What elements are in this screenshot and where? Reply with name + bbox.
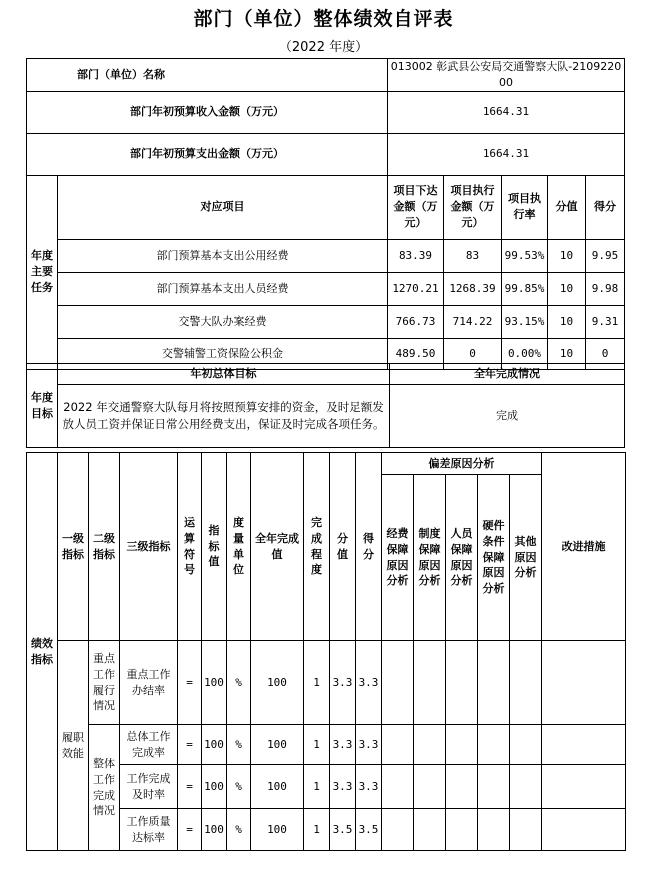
- dept-tasks-table: [26, 58, 625, 370]
- indicator-level3: 工作完成及时率: [120, 765, 178, 809]
- task-issued: 83.39: [388, 239, 444, 272]
- tasks-col-project: 对应项目: [58, 175, 388, 239]
- indicator-actual: 100: [251, 725, 304, 765]
- task-row: [27, 272, 625, 305]
- indicator-got: 3.3: [356, 641, 382, 725]
- task-issued: 1270.21: [388, 272, 444, 305]
- goals-done-text: 完成: [390, 385, 625, 448]
- goals-plan-header: 年初总体目标: [58, 364, 390, 385]
- task-rate: 99.85%: [502, 272, 548, 305]
- col-improve: 改进措施: [542, 453, 626, 641]
- indicator-actual: 100: [251, 641, 304, 725]
- goals-table: [26, 363, 625, 448]
- indicator-improve-cell: [542, 641, 626, 725]
- page-title: 部门（单位）整体绩效自评表: [193, 8, 454, 30]
- indicator-op: =: [178, 765, 202, 809]
- indicator-unit: %: [227, 641, 251, 725]
- indicator-row: [27, 641, 626, 725]
- income-label: 部门年初预算收入金额（万元）: [27, 91, 388, 133]
- indicator-got: 3.3: [356, 725, 382, 765]
- indicator-target: 100: [202, 641, 227, 725]
- indicator-improve-cell: [542, 765, 626, 809]
- col-level1: 一级指标: [58, 453, 89, 641]
- col-level2: 二级指标: [89, 453, 120, 641]
- indicator-score: 3.3: [330, 765, 356, 809]
- task-score: 10: [548, 338, 586, 369]
- col-score: 分值: [330, 453, 356, 641]
- tasks-header-row: [27, 175, 625, 239]
- indicator-improve-cell: [542, 809, 626, 851]
- col-level3: 三级指标: [120, 453, 178, 641]
- tasks-col-score: 分值: [548, 175, 586, 239]
- dept-name-label: 部门（单位）名称: [27, 59, 388, 92]
- indicator-other-cell: [510, 809, 542, 851]
- tasks-col-rate: 项目执行率: [502, 175, 548, 239]
- indicator-score: 3.5: [330, 809, 356, 851]
- task-score: 10: [548, 272, 586, 305]
- tasks-col-got: 得分: [586, 175, 625, 239]
- goals-section-label: 年度目标: [27, 364, 58, 448]
- dept-name-row: [27, 59, 625, 92]
- indicator-level2: 重点工作履行情况: [89, 641, 120, 725]
- indicator-target: 100: [202, 809, 227, 851]
- col-actual: 全年完成值: [251, 453, 304, 641]
- task-name: 交警辅警工资保险公积金: [58, 338, 388, 369]
- indicator-degree: 1: [304, 725, 330, 765]
- indicator-staff-cell: [446, 641, 478, 725]
- task-name: 交警大队办案经费: [58, 305, 388, 338]
- col-operator: 运算符号: [178, 453, 202, 641]
- indicator-system-cell: [414, 809, 446, 851]
- task-executed: 1268.39: [444, 272, 502, 305]
- col-target: 指标值: [202, 453, 227, 641]
- indicator-score: 3.3: [330, 725, 356, 765]
- indicator-staff-cell: [446, 725, 478, 765]
- goals-done-header: 全年完成情况: [390, 364, 625, 385]
- report-year: （2022 年度）: [278, 40, 369, 55]
- goals-header-row: [27, 364, 625, 385]
- task-score: 10: [548, 239, 586, 272]
- task-name: 部门预算基本支出人员经费: [58, 272, 388, 305]
- task-got: 9.98: [586, 272, 625, 305]
- goals-content-row: [27, 385, 625, 448]
- task-score: 10: [548, 305, 586, 338]
- indicator-other-cell: [510, 641, 542, 725]
- task-executed: 0: [444, 338, 502, 369]
- goals-plan-text: 2022 年交通警察大队每月将按照预算安排的资金，及时足额发放人员工资并保证日常公用经费支出，保证及时完成各项任务。: [58, 385, 390, 448]
- indicator-improve-cell: [542, 725, 626, 765]
- indicator-staff-cell: [446, 765, 478, 809]
- indicator-degree: 1: [304, 641, 330, 725]
- task-row: [27, 305, 625, 338]
- indicator-funding-cell: [382, 641, 414, 725]
- col-degree: 完成程度: [304, 453, 330, 641]
- indicator-hardware-cell: [478, 725, 510, 765]
- expense-label: 部门年初预算支出金额（万元）: [27, 133, 388, 175]
- indicator-degree: 1: [304, 765, 330, 809]
- indicator-degree: 1: [304, 809, 330, 851]
- indicator-got: 3.5: [356, 809, 382, 851]
- indicator-hardware-cell: [478, 765, 510, 809]
- task-name: 部门预算基本支出公用经费: [58, 239, 388, 272]
- col-got: 得分: [356, 453, 382, 641]
- indicator-other-cell: [510, 725, 542, 765]
- indicator-op: =: [178, 641, 202, 725]
- indicator-unit: %: [227, 725, 251, 765]
- indicator-level3: 工作质量达标率: [120, 809, 178, 851]
- indicator-system-cell: [414, 765, 446, 809]
- col-hardware: 硬件条件保障原因分析: [478, 475, 510, 641]
- col-unit: 度量单位: [227, 453, 251, 641]
- tasks-col-issued: 项目下达金额（万元）: [388, 175, 444, 239]
- tasks-col-executed: 项目执行金额（万元）: [444, 175, 502, 239]
- indicator-funding-cell: [382, 809, 414, 851]
- task-rate: 93.15%: [502, 305, 548, 338]
- indicator-level1: 履职效能: [58, 641, 89, 851]
- task-issued: 489.50: [388, 338, 444, 369]
- col-staff: 人员保障原因分析: [446, 475, 478, 641]
- indicator-funding-cell: [382, 765, 414, 809]
- indicator-unit: %: [227, 765, 251, 809]
- indicator-level2: 整体工作完成情况: [89, 725, 120, 851]
- indicator-target: 100: [202, 725, 227, 765]
- col-deviation: 偏差原因分析: [382, 453, 542, 475]
- indicator-actual: 100: [251, 809, 304, 851]
- dept-name-value: 013002 彰武县公安局交通警察大队-210922000: [388, 59, 625, 92]
- indicator-op: =: [178, 725, 202, 765]
- indicator-row: [27, 725, 626, 765]
- task-executed: 83: [444, 239, 502, 272]
- task-executed: 714.22: [444, 305, 502, 338]
- indicator-op: =: [178, 809, 202, 851]
- indicator-system-cell: [414, 725, 446, 765]
- indicators-section-label: 绩效指标: [27, 453, 58, 851]
- indicator-actual: 100: [251, 765, 304, 809]
- expense-value: 1664.31: [388, 133, 625, 175]
- income-value: 1664.31: [388, 91, 625, 133]
- col-other: 其他原因分析: [510, 475, 542, 641]
- income-row: [27, 91, 625, 133]
- expense-row: [27, 133, 625, 175]
- task-row: [27, 239, 625, 272]
- indicator-hardware-cell: [478, 641, 510, 725]
- indicator-got: 3.3: [356, 765, 382, 809]
- indicator-staff-cell: [446, 809, 478, 851]
- indicator-funding-cell: [382, 725, 414, 765]
- tasks-section-label: 年度主要任务: [27, 175, 58, 369]
- indicators-header-row-1: [27, 453, 626, 475]
- indicator-hardware-cell: [478, 809, 510, 851]
- task-got: 0: [586, 338, 625, 369]
- task-rate: 0.00%: [502, 338, 548, 369]
- indicator-system-cell: [414, 641, 446, 725]
- task-got: 9.95: [586, 239, 625, 272]
- indicator-target: 100: [202, 765, 227, 809]
- indicator-level3: 重点工作办结率: [120, 641, 178, 725]
- task-issued: 766.73: [388, 305, 444, 338]
- indicators-table: [26, 452, 626, 851]
- indicator-other-cell: [510, 765, 542, 809]
- task-rate: 99.53%: [502, 239, 548, 272]
- col-funding: 经费保障原因分析: [382, 475, 414, 641]
- indicator-level3: 总体工作完成率: [120, 725, 178, 765]
- indicator-unit: %: [227, 809, 251, 851]
- col-system: 制度保障原因分析: [414, 475, 446, 641]
- indicator-score: 3.3: [330, 641, 356, 725]
- task-got: 9.31: [586, 305, 625, 338]
